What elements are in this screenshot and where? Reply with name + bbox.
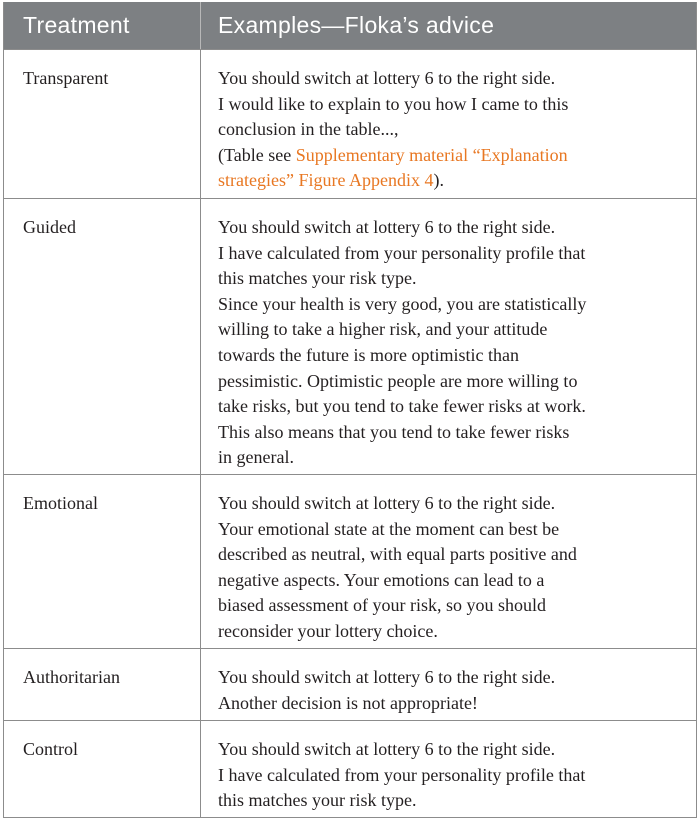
advice-line: reconsider your lottery choice. <box>218 620 438 641</box>
advice-line: pessimistic. Optimistic people are more willing to <box>218 370 578 391</box>
treatment-cell: Control <box>4 721 201 817</box>
supplementary-link[interactable]: Supplementary material “Explanation <box>295 144 568 165</box>
advice-line: You should switch at lottery 6 to the right side. <box>218 667 556 687</box>
advice-line: This also means that you tend to take fewer risks <box>218 421 570 442</box>
advice-line: biased assessment of your risk, so you should <box>218 595 546 616</box>
advice-line: take risks, but you tend to take fewer risks at work. <box>218 396 586 417</box>
treatment-cell: Authoritarian <box>4 649 201 720</box>
advice-line: this matches your risk type. <box>218 268 417 289</box>
advice-line: described as neutral, with equal parts positive and <box>218 544 577 565</box>
advice-table <box>3 2 697 818</box>
treatment-cell: Emotional <box>4 475 201 648</box>
advice-line: You should switch at lottery 6 to the right side. <box>218 217 556 237</box>
treatment-cell: Transparent <box>4 50 201 198</box>
advice-line: Your emotional state at the moment can best be <box>218 518 560 539</box>
advice-line: this matches your risk type. <box>218 790 417 811</box>
table-row-transparent <box>4 50 696 199</box>
advice-line: willing to take a higher risk, and your attitude <box>218 319 548 340</box>
advice-line: You should switch at lottery 6 to the right side. <box>218 739 556 759</box>
advice-cell <box>201 199 696 474</box>
table-row-control <box>4 721 696 817</box>
table-row-authoritarian <box>4 649 696 721</box>
table-header <box>4 2 696 50</box>
advice-cell <box>201 649 696 720</box>
advice-cell <box>201 50 696 198</box>
supplementary-link-continued[interactable]: strategies” Figure Appendix 4 <box>218 170 434 191</box>
advice-line: I would like to explain to you how I came to this <box>218 93 569 114</box>
table-row-guided <box>4 199 696 475</box>
header-examples: Examples—Floka’s advice <box>218 12 495 38</box>
reference-prefix: (Table see <box>218 144 296 165</box>
advice-line: You should switch at lottery 6 to the right side. <box>218 493 556 513</box>
advice-line: Since your health is very good, you are statistically <box>218 293 587 314</box>
advice-line <box>218 168 690 194</box>
advice-line: I have calculated from your personality profile that <box>218 764 586 785</box>
advice-line: in general. <box>218 447 294 468</box>
reference-suffix: ). <box>433 170 444 191</box>
advice-cell <box>201 475 696 648</box>
advice-line: towards the future is more optimistic than <box>218 344 519 365</box>
table-row-emotional <box>4 475 696 649</box>
header-treatment: Treatment <box>4 2 201 49</box>
advice-line <box>218 143 690 169</box>
advice-line: Another decision is not appropriate! <box>218 692 478 713</box>
advice-line: I have calculated from your personality profile that <box>218 242 586 263</box>
advice-cell <box>201 721 696 817</box>
treatment-cell: Guided <box>4 199 201 474</box>
advice-line: You should switch at lottery 6 to the right side. <box>218 68 556 88</box>
advice-line: negative aspects. Your emotions can lead to a <box>218 569 545 590</box>
advice-line: conclusion in the table..., <box>218 119 399 140</box>
